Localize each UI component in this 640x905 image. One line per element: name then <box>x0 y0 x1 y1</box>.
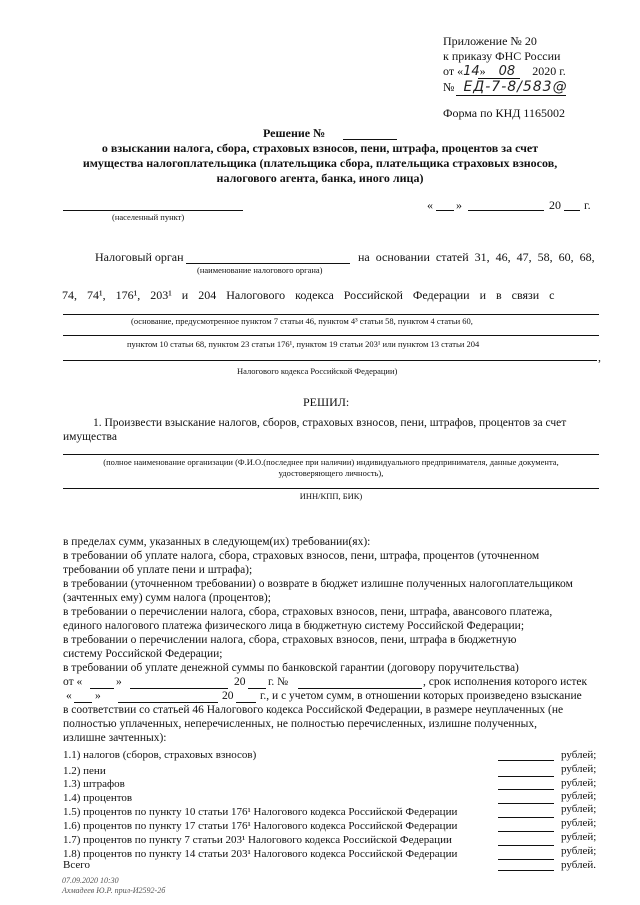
item-label: 1.6) процентов по пункту 17 статьи 176¹ Налогового кодекса Российской Федерации <box>63 820 458 832</box>
authority-hint: (наименование налогового органа) <box>197 265 323 275</box>
body-line-7: в требовании о перечислении налога, сбора, страховых взносов, пени, штрафа в бюджетную <box>63 634 517 646</box>
date-close: » <box>456 198 462 212</box>
form-code: Форма по КНД 1165002 <box>443 106 565 120</box>
title-line2: о взыскании налога, сбора, страховых взносов, пени, штрафа, процентов за счет <box>101 141 539 155</box>
date-open: « <box>427 198 433 212</box>
basis-line1: на основании статей 31, 46, 47, 58, 60, 68, <box>358 250 595 264</box>
appendix-from-prefix: от « <box>443 64 464 78</box>
item-unit: рублей; <box>561 845 597 857</box>
decided-heading: РЕШИЛ: <box>303 395 350 409</box>
item-label: 1.2) пени <box>63 765 106 777</box>
ot-year: 20 <box>234 676 246 688</box>
appendix-day: 14 <box>463 64 480 79</box>
item-unit: рублей; <box>561 817 597 829</box>
body-line-3: в требовании (уточненном требовании) о возврате в бюджет излишне полученных налогоплательщиком <box>63 578 573 590</box>
item-unit: рублей; <box>561 763 597 775</box>
item-unit: рублей; <box>561 803 597 815</box>
decision-title: Решение № <box>263 126 326 140</box>
footer-line1: 07.09.2020 10:30 <box>62 876 119 885</box>
basis-line2: 74, 74¹, 176¹, 203¹ и 204 Налогового кодекса Российской Федерации и в связи с <box>62 288 555 302</box>
date-year: 20 <box>549 198 561 212</box>
footer-line2: Ахмадеев Ю.Р. прил-И2592-2б <box>62 886 166 895</box>
body-line-5: в требовании о перечислении налога, сбора, страховых взносов, пени, штрафа, авансового платежа, <box>63 606 553 618</box>
ot-g-no: г. № <box>268 676 289 688</box>
title-line3: имущества налогоплательщика (плательщика сбора, плательщика страховых взносов, <box>82 156 558 170</box>
item-unit: рублей; <box>561 831 597 843</box>
appendix-month: 08 <box>498 64 516 79</box>
org-hint1: (полное наименование организации (Ф.И.О.(последнее при наличии) индивидуального предпринимателя, данные документа, <box>103 457 559 467</box>
comma: , <box>598 350 601 364</box>
body-line-2: требовании об уплате пени и штрафа); <box>63 564 253 576</box>
body-line-9: в требовании об уплате денежной суммы по банковской гарантии (договору поручительства) <box>63 662 519 674</box>
basis-hint3: Налогового кодекса Российской Федерации) <box>237 366 398 376</box>
title-line4: налогового агента, банка, иного лица) <box>216 171 424 185</box>
second-year: 20 <box>222 690 234 702</box>
body-line-4: (зачтенных ему) сумм налога (процентов); <box>63 592 271 604</box>
org-hint2: удостоверяющего личность), <box>278 468 384 478</box>
inn-hint: ИНН/КПП, БИК) <box>299 491 363 501</box>
body-line-6: единого налогового платежа физического лица в бюджетную систему Российской Федерации; <box>63 620 525 632</box>
item-label: 1.7) процентов по пункту 7 статьи 203¹ Налогового кодекса Российской Федерации <box>63 834 452 846</box>
authority-label: Налоговый орган <box>95 250 184 264</box>
item-label: 1.1) налогов (сборов, страховых взносов) <box>63 749 257 761</box>
appendix-date <box>443 64 566 79</box>
appendix-line1: Приложение № 20 <box>443 34 537 48</box>
body-line-0: в пределах сумм, указанных в следующем(их) требовании(ях): <box>63 536 371 548</box>
date-g: г. <box>584 198 591 212</box>
basis-hint1: (основание, предусмотренное пунктом 7 статьи 46, пунктом 4³ статьи 58, пунктом 4 статьи 60, <box>131 316 473 326</box>
appendix-num-prefix: № <box>443 80 455 94</box>
second-open: « <box>66 690 72 702</box>
item-label: 1.4) процентов <box>63 792 133 804</box>
ot-close: » <box>116 676 122 688</box>
ot-prefix: от « <box>63 676 83 688</box>
item1-line2: имущества <box>63 431 117 443</box>
appendix-line2: к приказу ФНС России <box>443 49 561 63</box>
appendix-number-row <box>443 79 568 95</box>
second-close: » <box>95 690 101 702</box>
ot-tail: , срок исполнения которого истек <box>423 676 588 688</box>
body-line-8: систему Российской Федерации; <box>63 648 223 660</box>
item-label: 1.8) процентов по пункту 14 статьи 203¹ Налогового кодекса Российской Федерации <box>63 848 458 860</box>
item-label: 1.3) штрафов <box>63 778 125 790</box>
appendix-month-sep: » <box>479 64 486 78</box>
body-line-1: в требовании об уплате налога, сбора, страховых взносов, пени, штрафа, процентов (уточненном <box>63 550 540 562</box>
item-unit-total: рублей. <box>561 859 597 871</box>
continuation-2: излишне зачтенных): <box>63 732 167 744</box>
basis-hint2: пунктом 10 статьи 68, пунктом 23 статьи 176¹, пунктом 19 статьи 203¹ или пунктом 13 статьи 204 <box>127 339 480 349</box>
item-label-total: Всего <box>63 859 90 871</box>
place-hint: (населенный пункт) <box>112 212 185 222</box>
continuation-0: в соответствии со статьей 46 Налогового кодекса Российской Федерации, в размере неуплаченных (не <box>63 704 564 716</box>
item-label: 1.5) процентов по пункту 10 статьи 176¹ Налогового кодекса Российской Федерации <box>63 806 458 818</box>
item-unit: рублей; <box>561 790 597 802</box>
item1-line1: 1. Произвести взыскание налогов, сборов, страховых взносов, пени, штрафов, процентов за счет <box>93 417 567 429</box>
item-unit: рублей; <box>561 777 597 789</box>
item-unit: рублей; <box>561 749 597 761</box>
continuation-1: полностью уплаченных, неперечисленных, не полностью перечисленных, излишне полученных, <box>63 718 538 730</box>
appendix-number: ЕД-7-8/583@ <box>463 79 568 95</box>
appendix-year: 2020 г. <box>532 64 566 78</box>
second-tail: г., и с учетом сумм, в отношении которых произведено взыскание <box>260 690 582 702</box>
